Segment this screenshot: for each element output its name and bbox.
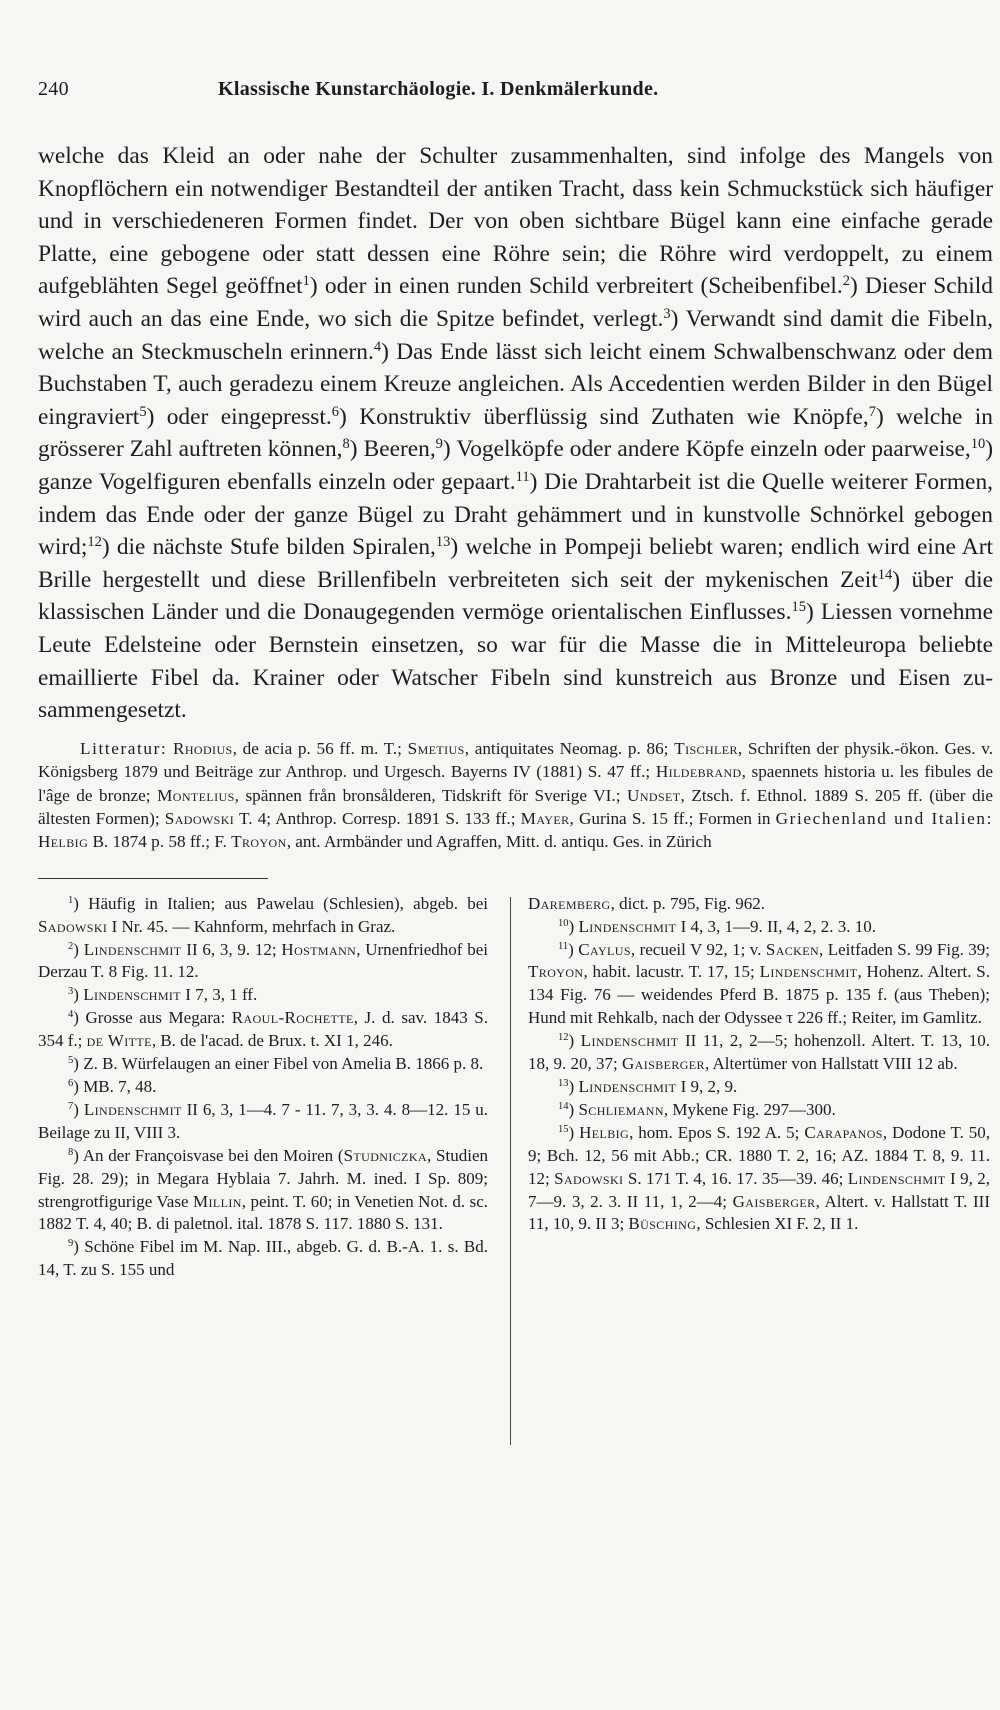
footnote-ref[interactable]: 12 (87, 534, 102, 551)
author-name: Lindenschmit (83, 985, 182, 1005)
author-name: Hostmann (281, 939, 357, 959)
text-segment: ) Dieser Schild wird auch an das eine Ende, wo sich die Spitze befindet, verlegt. (38, 273, 993, 332)
footnote-text: , hom. Epos S. 192 A. 5; (629, 1122, 805, 1142)
paragraph-fibula-forms: welche das Kleid an oder nahe der Schulter zusammenhalten, sind infolge des Mangels von Knopflöchern ein notwendiger Bestandteil der antiken Tracht, dass kein Schmuckstück sich häufiger und in verschiedeneren Formen findet. Der von oben sichtbare Bügel kann eine einfache gerade Platte, eine gebogene oder statt dessen eine Röhre sein; die Röhre wird verdoppelt, zu einem aufgeblähten Segel geöffnet$^1$) oder in einen runden Schild verbreitert (Scheibenfibel.$^2$) Dieser Schild wird auch an das eine Ende, wo sich die Spitze befindet, verlegt.$^3$) Verwandt sind damit die Fibeln, welche an Steckmuscheln erinnern.$^4$) Das Ende lässt sich leicht einem Schwalbenschwanz oder dem Buchstaben T, auch geradezu einem Kreuze angleichen. Als Accedentien werden Bilder in den Bügel eingraviert$^5$) oder eingepresst.$^6$) Konstruktiv überflüssig sind Zuthaten wie Knöpfe,$^7$) welche in grösserer Zahl auftreten können,$^8$) Beeren,$^9$) Vogelköpfe oder andere Köpfe einzeln oder paarweise,$^{10}$) ganze Vogelfiguren ebenfalls einzeln oder gepaart.$^{11}$) Die Drahtarbeit ist die Quelle weiterer Formen, indem das Ende oder der ganze Bügel zu Draht gehämmert und in kunstvolle Schnörkel gebogen wird;$^{12}$) die nächste Stufe bilden Spiralen,$^{13}$) welche in Pompeji beliebt waren; endlich wird eine Art Brille hergestellt und diese Brillenfibeln verbreiteten sich seit der mykenischen Zeit$^{14}$) über die klassischen Länder und die Donaugegenden vermöge orientalischen Einflusses.$^{15}$) Liessen vornehme Leute Edelsteine oder Bernstein einsetzen, so war für die Masse die in Mitteleuropa beliebte emaillierte Fibel da. Krainer oder Watscher Fibeln sind kunstreich aus Bronze und Eisen zusammengesetzt. (38, 143, 994, 724)
text-segment: ) welche in Pompeji beliebt waren; endlich wird eine Art Brille hergestellt und diese Brillenfibeln verbreiteten sich seit der mykenischen Zeit (38, 534, 993, 593)
author-name: Caylus (578, 939, 631, 959)
footnote-number: 15 (558, 1123, 569, 1135)
footnote-ref[interactable]: 15 (791, 599, 806, 616)
citation-text: , antiquitates Neomag. p. 86; (464, 738, 675, 758)
author-name: Tischler (674, 738, 738, 758)
footnote-text: Häufig in Italien; aus Pawelau (Schlesien), abgeb. bei (78, 893, 488, 913)
author-name: Troyon (528, 962, 584, 982)
footnote-2: $^2$) Lindenschmit II 6, 3, 9. 12; Hostmann, Urnenfriedhof bei Derzau T. 8 Fig. 11. 12. (38, 939, 488, 982)
footnote-text: , peint. T. 60; in Venetien Not. d. sc. 1882 T. 4, 40; B. di paletnol. ital. 1878 S. 117. 1880 S. 131. (38, 1191, 488, 1234)
author-name: Sadowski (164, 808, 235, 828)
text-segment: ) die nächste Stufe bilden Spiralen, (101, 534, 436, 561)
footnote-separator (38, 878, 268, 879)
author-name: Lindenschmit (578, 916, 677, 936)
literature-label: Litteratur: (80, 738, 168, 758)
author-name: Sacken (765, 939, 820, 959)
text-segment: ) über die klassischen Länder und die Donaugegenden vermöge orientalischen Einflusses. (38, 566, 993, 626)
footnote-number: 10 (558, 917, 569, 929)
footnote-15: $^{15}$) Helbig, hom. Epos S. 192 A. 5; Carapanos, Dodone T. 50, 9; Bch. 12, 56 mit Abb.; CR. 1880 T. 2, 16; AZ. 1884 T. 8, 9. 11. 12; Sadowski S. 171 T. 4, 16. 17. 35—39. 46; Lindenschmit I 9, 2, 7—9. 3, 2. 3. II 11, 1, 2—4; Gaisberger, Altert. v. Hallstatt T. III 11, 10, 9. II 3; Büsching, Schlesien XI F. 2, II 1. (528, 1122, 991, 1234)
running-title: Klassische Kunstarchäologie. I. Denkmälerkunde. (218, 78, 659, 100)
footnote-9-continued (528, 893, 990, 916)
literature-section (38, 737, 993, 854)
author-name: Gaisberger (621, 1054, 705, 1074)
author-name: Sadowski (554, 1168, 624, 1188)
footnote-ref[interactable]: 6 (331, 403, 340, 420)
footnote-text: II 6, 3, 1—4. 7 - 11. 7, 3, 3. 4. 8—12. 15 u. Beilage zu II, VIII 3. (38, 1099, 488, 1142)
footnote-number: 1 (68, 894, 74, 906)
footnote-number: 9 (68, 1238, 74, 1250)
footnote-ref[interactable]: 5 (139, 403, 147, 420)
footnote-ref[interactable]: 2 (842, 273, 851, 290)
footnote-text: An der Françoisvase bei den Moiren ( (78, 1145, 344, 1165)
footnotes-right-column (528, 893, 990, 1237)
text-segment: ) Liessen vornehme Leute Edelsteine oder Bernstein einsetzen, so war für die Masse die in Mitteleuropa beliebte emaillierte Fibel da. Krainer oder Watscher Fibeln sind kunstreich aus Bronze und Eisen zusammengesetzt. (38, 599, 993, 724)
author-name: Lindenschmit (759, 962, 858, 982)
footnote-text: , Altert. v. Hallstatt T. III 11, 10, 9. II 3; (528, 1191, 990, 1234)
text-segment: welche das Kleid an oder nahe der Schulter zusammenhalten, sind infolge des Mangels von Knopflöchern ein notwendiger Bestandteil der antiken Tracht, dass kein Schmuckstück sich häufiger und in verschiedeneren Formen findet. Der von oben sichtbare Bügel kann eine einfache gerade Platte, eine gebogene oder statt dessen eine Röhre sein; die Röhre wird verdoppelt, zu einem aufgeblähten Segel geöffnet (38, 143, 993, 300)
footnote-ref[interactable]: 7 (868, 403, 876, 420)
footnote-text: , J. d. sav. 1843 S. 354 f.; (38, 1008, 488, 1051)
author-name: Daremberg (528, 893, 611, 913)
footnote-number: 2 (68, 940, 74, 952)
footnote-6: $^6$) MB. 7, 48. (68, 1076, 157, 1096)
citation-text: , Schriften der physik.-ökon. Ges. v. Königsberg 1879 und Beiträge zur Anthrop. und Urgesch. Bayerns IV (1881) S. 47 ff.; (38, 738, 994, 782)
footnote-number: 13 (558, 1078, 569, 1090)
footnote-ref[interactable]: 9 (435, 436, 443, 453)
footnote-text: I 4, 3, 1—9. II, 4, 2, 2. 3. 10. (676, 916, 877, 936)
footnote-text: S. 171 T. 4, 16. 17. 35—39. 46; (623, 1168, 848, 1188)
citation-text: T. 4; Anthrop. Corresp. 1891 S. 133 ff.; (234, 808, 521, 828)
footnote-ref[interactable]: 8 (342, 436, 350, 453)
footnote-text: , Studien Fig. 28. 29); in Megara Hyblaia 7. Jahrh. M. ined. I Sp. 809; strengrotfigurige Vase (38, 1145, 488, 1211)
author-name: Lindenschmit (578, 1076, 677, 1096)
author-name: Lindenschmit (580, 1031, 679, 1051)
column-divider (510, 897, 511, 1445)
author-name: Smetius (407, 738, 465, 758)
author-name: Lindenschmit (83, 939, 182, 959)
footnote-ref[interactable]: 3 (663, 306, 671, 322)
author-name: Troyon (231, 832, 287, 852)
text-segment: ) Konstruktiv überflüssig sind Zuthaten wie Knöpfe, (339, 403, 869, 430)
footnote-4: $^4$) Grosse aus Megara: Raoul-Rochette, J. d. sav. 1843 S. 354 f.; de Witte, B. de l'acad. de Brux. t. XI 1, 246. (38, 1008, 488, 1051)
author-name: Rhodius (173, 738, 233, 758)
footnote-10: $^{10}$) Lindenschmit I 4, 3, 1—9. II, 4, 2, 2. 3. 10. (558, 916, 877, 936)
author-name: Hildebrand (655, 762, 742, 782)
page-header (38, 78, 1000, 118)
footnote-number: 14 (558, 1101, 569, 1113)
text-segment: ) Die Drahtarbeit ist die Quelle weiterer Formen, indem das Ende oder der ganze Bügel zu Draht gehämmert und in kunstvolle Schnörkel gebogen wird; (38, 468, 993, 561)
footnote-ref[interactable]: 11 (515, 468, 530, 485)
text-segment: ) Beeren, (349, 436, 436, 463)
footnote-11: $^{11}$) Caylus, recueil V 92, 1; v. Sacken, Leitfaden S. 99 Fig. 39; Troyon, habit. lacustr. T. 17, 15; Lindenschmit, Hohenz. Altert. S. 134 Fig. 76 — weidendes Pferd B. 1875 p. 135 f. (aus Theben); Hund mit Rehkalb, nach der Odyssee τ 226 ff.; Reiter, im Gamlitz. (528, 939, 991, 1028)
footnote-text: , Schlesien XI F. 2, II 1. (696, 1214, 859, 1234)
page-number: 240 (38, 78, 69, 100)
footnote-text: I 9, 2, 7—9. 3, 2. 3. II 11, 1, 2—4; (528, 1168, 990, 1211)
footnote-number: 6 (68, 1078, 74, 1090)
footnote-14: $^{14}$) Schliemann, Mykene Fig. 297—300. (558, 1099, 836, 1119)
footnote-ref[interactable]: 10 (970, 436, 986, 453)
footnote-text: , Mykene Fig. 297—300. (663, 1099, 836, 1119)
footnote-text: II 11, 2, 2—5; hohenzoll. Altert. T. 13, 10. 18, 9. 20, 37; (528, 1031, 990, 1074)
author-name: Montelius (157, 785, 235, 805)
author-name: Lindenschmit (83, 1099, 182, 1119)
text-segment: ) Verwandt sind damit die Fibeln, welche an Steckmuscheln erinnern. (38, 305, 993, 365)
text-segment: ) ganze Vogelfiguren ebenfalls einzeln oder gepaart. (38, 436, 994, 495)
footnote-number: 7 (68, 1101, 74, 1113)
author-name: Raoul-Rochette (231, 1008, 354, 1028)
author-name: Studniczka (343, 1145, 428, 1165)
footnote-number: 8 (68, 1146, 74, 1158)
footnote-8: $^8$) An der Françoisvase bei den Moiren (Studniczka, Studien Fig. 28. 29); in Megara Hyblaia 7. Jahrh. M. ined. I Sp. 809; strengrotfigurige Vase Millin, peint. T. 60; in Venetien Not. d. sc. 1882 T. 4, 40; B. di paletnol. ital. 1878 S. 117. 1880 S. 131. (38, 1145, 488, 1234)
footnote-text: , habit. lacustr. T. 17, 15; (583, 962, 760, 982)
footnote-12: $^{12}$) Lindenschmit II 11, 2, 2—5; hohenzoll. Altert. T. 13, 10. 18, 9. 20, 37; Gaisberger, Altertümer von Hallstatt VIII 12 ab. (528, 1031, 990, 1074)
citation-text: , Ztsch. f. Ethnol. 1889 S. 205 ff. (über die ältesten Formen); (38, 785, 993, 828)
footnote-text: , recueil V 92, 1; v. (630, 939, 766, 959)
footnote-text: II 6, 3, 9. 12; (181, 939, 282, 959)
text-segment: ) welche in grösserer Zahl auftreten können, (38, 403, 993, 463)
footnote-text: , Dodone T. 50, 9; Bch. 12, 56 mit Abb.; CR. 1880 T. 2, 16; AZ. 1884 T. 8, 9. 11. 12; (528, 1122, 991, 1188)
footnote-13: $^{13}$) Lindenschmit I 9, 2, 9. (558, 1076, 738, 1096)
footnote-text: I 9, 2, 9. (676, 1076, 738, 1096)
footnote-number: 4 (68, 1009, 74, 1021)
footnote-ref[interactable]: 14 (877, 566, 893, 583)
footnote-ref[interactable]: 13 (435, 534, 451, 551)
author-name: Undset (627, 785, 681, 805)
citation-text: , Gurina S. 15 ff.; Formen in (569, 808, 776, 828)
footnote-text: I Nr. 45. — Kahnform, mehrfach in Graz. (107, 916, 396, 936)
book-page (38, 78, 1000, 1453)
footnote-text: , Hohenz. Altert. S. 134 Fig. 76 — weidendes Pferd B. 1875 p. 135 f. (aus Theben); Hund mit Rehkalb, nach der Odyssee τ 226 ff.; Reiter, im Gamlitz. (528, 962, 991, 1028)
citation-text: , ant. Armbänder und Agraffen, Mitt. d. antiqu. Ges. in Zürich (286, 832, 712, 852)
footnote-ref[interactable]: 1 (302, 273, 310, 290)
author-name: Sadowski (38, 916, 108, 936)
footnote-9: $^9$) Schöne Fibel im M. Nap. III., abgeb. G. d. B.-A. 1. s. Bd. 14, T. zu S. 155 und (38, 1237, 488, 1280)
main-paragraph (38, 140, 993, 727)
text-segment: ) Das Ende lässt sich leicht einem Schwalbenschwanz oder dem Buchstaben T, auch geradezu einem Kreuze angleichen. Als Accedentien werden Bilder in den Bügel eingraviert (38, 338, 993, 430)
author-name: Helbig (579, 1122, 630, 1142)
author-name: Gaisberger (732, 1191, 816, 1211)
footnote-number: 11 (558, 940, 569, 952)
citation-text: B. 1874 p. 58 ff.; F. (88, 832, 232, 852)
author-name: Lindenschmit (847, 1168, 946, 1188)
footnote-1: $^1$) Häufig in Italien; aus Pawelau (Schlesien), abgeb. bei Sadowski I Nr. 45. — Kahnform, mehrfach in Graz. (38, 893, 488, 936)
author-name: Helbig (38, 832, 89, 852)
author-name: Büsching (628, 1214, 697, 1234)
footnote-text: MB. 7, 48. (78, 1076, 157, 1096)
footnotes-left-column (38, 893, 488, 1282)
author-name: Schliemann (578, 1099, 664, 1119)
footnote-7: $^7$) Lindenschmit II 6, 3, 1—4. 7 - 11. 7, 3, 3. 4. 8—12. 15 u. Beilage zu II, VIII 3. (38, 1099, 488, 1142)
footnote-text: , Urnenfriedhof bei Derzau T. 8 Fig. 11. 12. (38, 939, 488, 982)
footnote-number: 5 (68, 1055, 74, 1067)
text-segment: oder in einen runden Schild verbreitert (Scheibenfibel. (317, 273, 843, 300)
author-name: de Witte (86, 1031, 152, 1051)
footnote-text: , Leitfaden S. 99 Fig. 39; (819, 939, 990, 959)
author-name: Carapanos (804, 1122, 883, 1142)
footnote-ref[interactable]: 4 (373, 338, 382, 355)
footnote-3: $^3$) Lindenschmit I 7, 3, 1 ff. (68, 985, 258, 1005)
footnotes (38, 893, 993, 1453)
footnote-text: I 7, 3, 1 ff. (181, 985, 258, 1005)
footnote-number: 3 (68, 986, 74, 998)
text-segment: ) oder eingepresst. (146, 403, 332, 430)
footnote-text: Z. B. Würfelaugen an einer Fibel von Amelia B. 1866 p. 8. (78, 1054, 484, 1074)
citation-text: , de acia p. 56 ff. m. T.; (232, 738, 408, 758)
footnote-text: Schöne Fibel im M. Nap. III., abgeb. G. d. B.-A. 1. s. Bd. 14, T. zu S. 155 und (38, 1237, 488, 1280)
author-name: Millin (192, 1191, 242, 1211)
spaced-heading: Griechenland und Italien: (775, 808, 993, 828)
footnote-text: , B. de l'acad. de Brux. t. XI 1, 246. (151, 1031, 393, 1051)
footnote-text: , dict. p. 795, Fig. 962. (610, 893, 765, 913)
citation-text: , spaennets historia u. les fibules de l'âge de bronze; (38, 762, 993, 805)
footnote-text: , Altertümer von Hallstatt VIII 12 ab. (704, 1054, 958, 1074)
footnote-5: $^5$) Z. B. Würfelaugen an einer Fibel von Amelia B. 1866 p. 8. (68, 1054, 484, 1074)
footnote-number: 12 (558, 1032, 569, 1044)
author-name: Mayer (520, 808, 570, 828)
citation-text: , spännen från bronsålderen, Tidskrift för Sverige VI.; (234, 785, 628, 805)
footnote-text: Grosse aus Megara: (78, 1008, 232, 1028)
text-segment: ) Vogelköpfe oder andere Köpfe einzeln oder paarweise, (442, 436, 971, 463)
